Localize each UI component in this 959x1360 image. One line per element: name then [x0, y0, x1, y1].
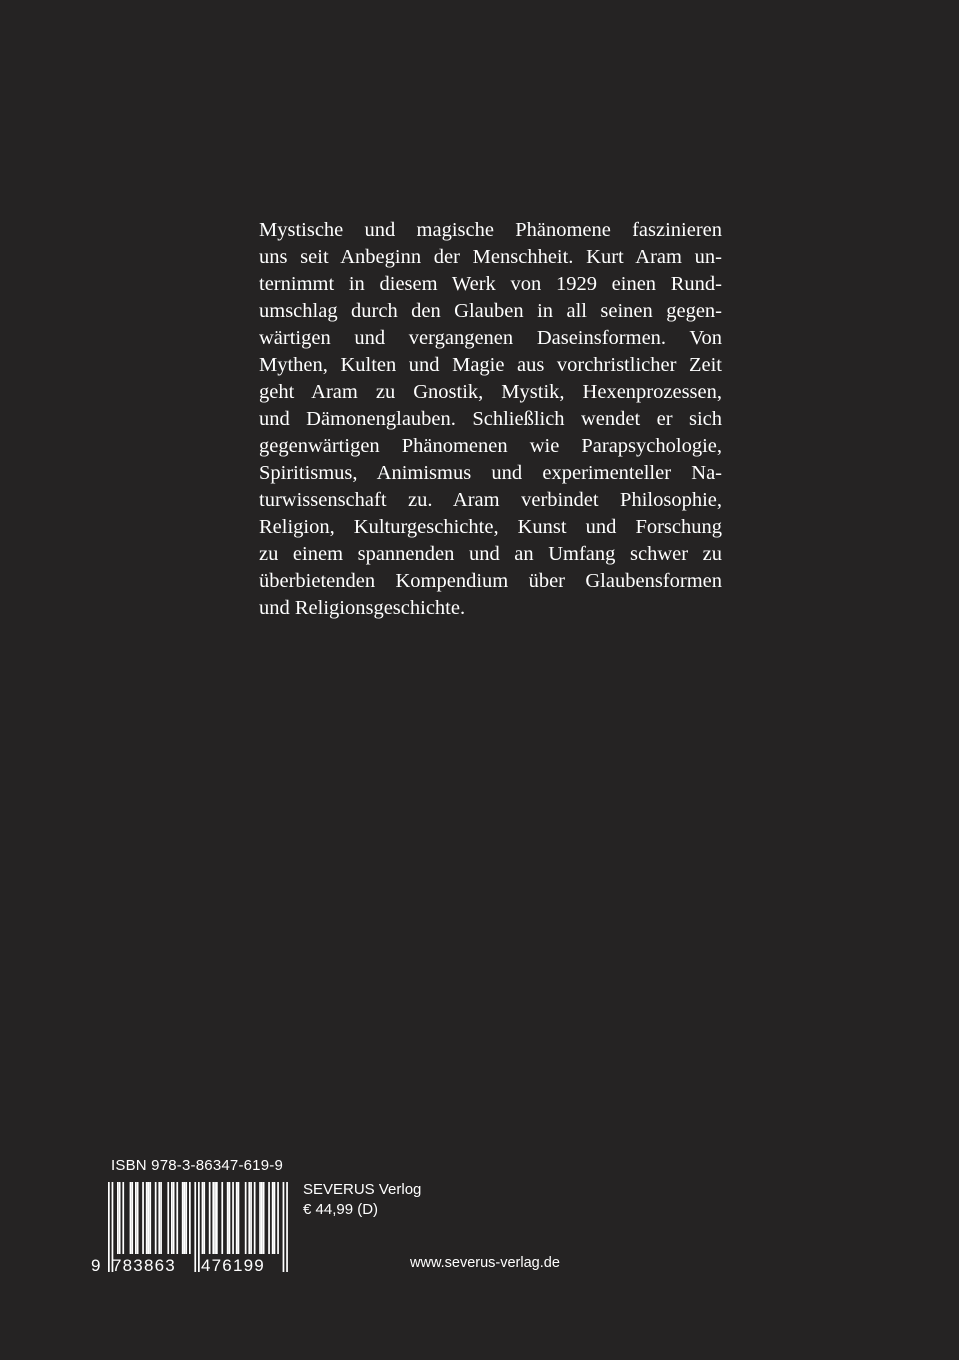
- publisher-info: [303, 1180, 421, 1220]
- barcode-bar: [119, 1182, 121, 1254]
- barcode-bar: [149, 1182, 151, 1254]
- isbn-label: ISBN 978-3-86347-619-9: [111, 1157, 284, 1174]
- barcode-bar: [167, 1182, 169, 1254]
- barcode-bar: [221, 1182, 223, 1254]
- barcode-bar: [232, 1182, 234, 1254]
- price-label: € 44,99 (D): [303, 1201, 379, 1218]
- blurb-line: geht Aram zu Gnostik, Mystik, Hexenprozessen,: [259, 381, 722, 403]
- barcode-bar: [160, 1182, 162, 1254]
- blurb-line: zu einem spannenden und an Umfang schwer zu: [259, 543, 722, 565]
- barcode-graphic: [88, 1178, 294, 1276]
- barcode-bar: [259, 1182, 261, 1254]
- barcode-bar: [148, 1182, 150, 1254]
- barcode-bar: [117, 1182, 119, 1254]
- barcode-bar: [146, 1182, 148, 1254]
- blurb-line: Religion, Kulturgeschichte, Kunst und Forschung: [259, 516, 722, 538]
- barcode-bar: [286, 1182, 288, 1272]
- blurb-text: [259, 217, 722, 622]
- barcode-left-digits: 783863: [112, 1256, 176, 1275]
- website-link[interactable]: www.severus-verlag.de: [410, 1255, 560, 1271]
- barcode-bar: [189, 1182, 191, 1254]
- barcode-bar: [171, 1182, 173, 1254]
- barcode-right-digits: 476199: [201, 1256, 265, 1275]
- blurb-line: uns seit Anbeginn der Menschheit. Kurt Aram un-: [259, 246, 722, 268]
- barcode-bar: [142, 1182, 144, 1254]
- barcode-bar: [277, 1182, 279, 1254]
- barcode-bar: [250, 1182, 252, 1254]
- blurb-line: und Dämonenglauben. Schließlich wendet er sich: [259, 408, 722, 430]
- barcode-bar: [214, 1182, 216, 1254]
- barcode-bar: [202, 1182, 204, 1254]
- barcode-bar: [209, 1182, 211, 1254]
- blurb-line: überbietenden Kompendium über Glaubensformen: [259, 570, 722, 592]
- barcode-bar: [173, 1182, 175, 1254]
- barcode-bar: [245, 1182, 247, 1254]
- barcode-bar: [198, 1182, 200, 1272]
- barcode-bar: [122, 1182, 124, 1254]
- barcode-bar: [131, 1182, 133, 1254]
- barcode-bar: [158, 1182, 160, 1254]
- blurb-line: Spiritismus, Animismus und experimenteller Na-: [259, 462, 722, 484]
- barcode-bar: [216, 1182, 218, 1254]
- barcode-bar: [236, 1182, 238, 1254]
- blurb-line: ternimmt in diesem Werk von 1929 einen Rund-: [259, 273, 722, 295]
- barcode-bar: [263, 1182, 265, 1254]
- barcode-bar: [130, 1182, 132, 1254]
- barcode-bar: [182, 1182, 184, 1254]
- barcode-bar: [108, 1182, 110, 1272]
- blurb-line: wärtigen und vergangenen Daseinsformen. Von: [259, 327, 722, 349]
- barcode-bar: [176, 1182, 178, 1254]
- barcode-bar: [274, 1182, 276, 1254]
- blurb-line: gegenwärtigen Phänomenen wie Parapsychologie,: [259, 435, 722, 457]
- barcode-bar: [203, 1182, 205, 1254]
- barcode-bar: [248, 1182, 250, 1254]
- barcode-lead-digit: 9: [91, 1256, 101, 1275]
- barcode-bar: [212, 1182, 214, 1254]
- barcode-bar: [194, 1182, 196, 1272]
- barcode-bar: [155, 1182, 157, 1254]
- publisher-name: SEVERUS Verlog: [303, 1181, 422, 1198]
- blurb-line: und Religionsgeschichte.: [259, 597, 466, 619]
- barcode-bar: [283, 1182, 285, 1272]
- barcode-bar: [254, 1182, 256, 1254]
- barcode-bar: [268, 1182, 270, 1254]
- barcode-bar: [227, 1182, 229, 1254]
- barcode-bar: [272, 1182, 274, 1254]
- barcode-bar: [238, 1182, 240, 1254]
- barcode-bar: [261, 1182, 263, 1254]
- barcode-bar: [135, 1182, 137, 1254]
- blurb-line: turwissenschaft zu. Aram verbindet Philosophie,: [259, 489, 722, 511]
- barcode-bar: [229, 1182, 231, 1254]
- barcode-bar: [137, 1182, 139, 1254]
- isbn-barcode: [88, 1178, 294, 1276]
- barcode-bar: [184, 1182, 186, 1254]
- blurb-line: umschlag durch den Glauben in all seinen gegen-: [259, 300, 722, 322]
- blurb-line: Mystische und magische Phänomene faszinieren: [259, 219, 722, 241]
- barcode-bar: [185, 1182, 187, 1254]
- blurb-line: Mythen, Kulten und Magie aus vorchristlicher Zeit: [259, 354, 722, 376]
